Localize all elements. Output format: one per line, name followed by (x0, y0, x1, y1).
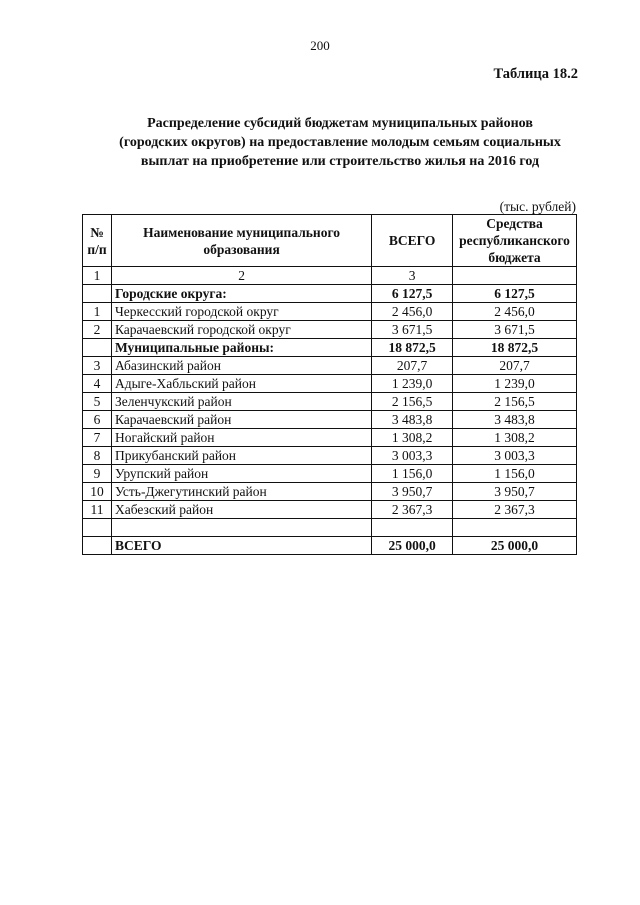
row-name: Ногайский район (111, 429, 371, 447)
table-row (83, 411, 577, 429)
table-row (83, 321, 577, 339)
table-caption: Таблица 18.2 (493, 66, 578, 82)
column-number: 2 (111, 267, 371, 285)
row-name: Карачаевский район (111, 411, 371, 429)
row-total: 207,7 (372, 357, 453, 375)
row-total: 3 671,5 (372, 321, 453, 339)
row-total: 2 367,3 (372, 501, 453, 519)
row-total: 3 483,8 (372, 411, 453, 429)
row-republic: 1 156,0 (453, 465, 577, 483)
row-total: 2 156,5 (372, 393, 453, 411)
row-total: 1 156,0 (372, 465, 453, 483)
row-number: 3 (83, 357, 112, 375)
row-republic: 2 156,5 (453, 393, 577, 411)
row-name: Муниципальные районы: (111, 339, 371, 357)
grand-total-republic: 25 000,0 (453, 537, 577, 555)
table-row (83, 285, 577, 303)
row-name: Карачаевский городской округ (111, 321, 371, 339)
row-name: Прикубанский район (111, 447, 371, 465)
table-row (83, 357, 577, 375)
header-row (83, 215, 577, 267)
table-row (83, 429, 577, 447)
title-line: (городских округов) на предоставление молодым семьям социальных (119, 135, 561, 150)
row-republic: 1 239,0 (453, 375, 577, 393)
row-number: 1 (83, 303, 112, 321)
empty-cell (453, 519, 577, 537)
row-republic: 1 308,2 (453, 429, 577, 447)
table-row (83, 447, 577, 465)
row-number: 11 (83, 501, 112, 519)
row-name: Усть-Джегутинский район (111, 483, 371, 501)
table-row (83, 465, 577, 483)
empty-cell (111, 519, 371, 537)
row-number: 2 (83, 321, 112, 339)
row-name: Зеленчукский район (111, 393, 371, 411)
row-republic: 3 003,3 (453, 447, 577, 465)
row-total: 1 308,2 (372, 429, 453, 447)
row-number: 10 (83, 483, 112, 501)
row-total: 3 950,7 (372, 483, 453, 501)
table-row (83, 483, 577, 501)
row-number: 7 (83, 429, 112, 447)
row-republic: 207,7 (453, 357, 577, 375)
row-name: Хабезский район (111, 501, 371, 519)
document-title (90, 114, 590, 171)
row-republic: 3 671,5 (453, 321, 577, 339)
row-republic: 3 950,7 (453, 483, 577, 501)
table-row (83, 303, 577, 321)
row-total: 18 872,5 (372, 339, 453, 357)
title-line: выплат на приобретение или строительство жилья на 2016 год (140, 154, 540, 169)
row-number (83, 339, 112, 357)
empty-row (83, 519, 577, 537)
column-number (453, 267, 577, 285)
column-number: 3 (372, 267, 453, 285)
table-row (83, 375, 577, 393)
subsidy-table (82, 214, 577, 555)
header-republic: Средства республиканского бюджета (453, 215, 577, 267)
empty-cell (83, 537, 112, 555)
row-total: 1 239,0 (372, 375, 453, 393)
title-line: Распределение субсидий бюджетам муниципальных районов (147, 116, 533, 131)
row-republic: 2 456,0 (453, 303, 577, 321)
header-total: ВСЕГО (372, 215, 453, 267)
page-number: 200 (310, 38, 330, 53)
grand-total-value: 25 000,0 (372, 537, 453, 555)
grand-total-row (83, 537, 577, 555)
empty-cell (83, 519, 112, 537)
row-name: Городские округа: (111, 285, 371, 303)
row-name: Адыге-Хабльский район (111, 375, 371, 393)
row-name: Черкесский городской округ (111, 303, 371, 321)
header-name: Наименование муниципального образования (111, 215, 371, 267)
column-number: 1 (83, 267, 112, 285)
row-number: 4 (83, 375, 112, 393)
header-num: № п/п (83, 215, 112, 267)
table-row (83, 339, 577, 357)
empty-cell (372, 519, 453, 537)
grand-total-label: ВСЕГО (111, 537, 371, 555)
row-total: 2 456,0 (372, 303, 453, 321)
row-republic: 18 872,5 (453, 339, 577, 357)
row-number: 8 (83, 447, 112, 465)
row-name: Абазинский район (111, 357, 371, 375)
column-number-row (83, 267, 577, 285)
table-row (83, 393, 577, 411)
row-total: 6 127,5 (372, 285, 453, 303)
units-label: (тыс. рублей) (499, 199, 576, 214)
row-number (83, 285, 112, 303)
row-number: 9 (83, 465, 112, 483)
row-republic: 6 127,5 (453, 285, 577, 303)
table-body (83, 267, 577, 555)
row-republic: 2 367,3 (453, 501, 577, 519)
row-total: 3 003,3 (372, 447, 453, 465)
row-name: Урупский район (111, 465, 371, 483)
table-row (83, 501, 577, 519)
row-number: 6 (83, 411, 112, 429)
row-republic: 3 483,8 (453, 411, 577, 429)
row-number: 5 (83, 393, 112, 411)
